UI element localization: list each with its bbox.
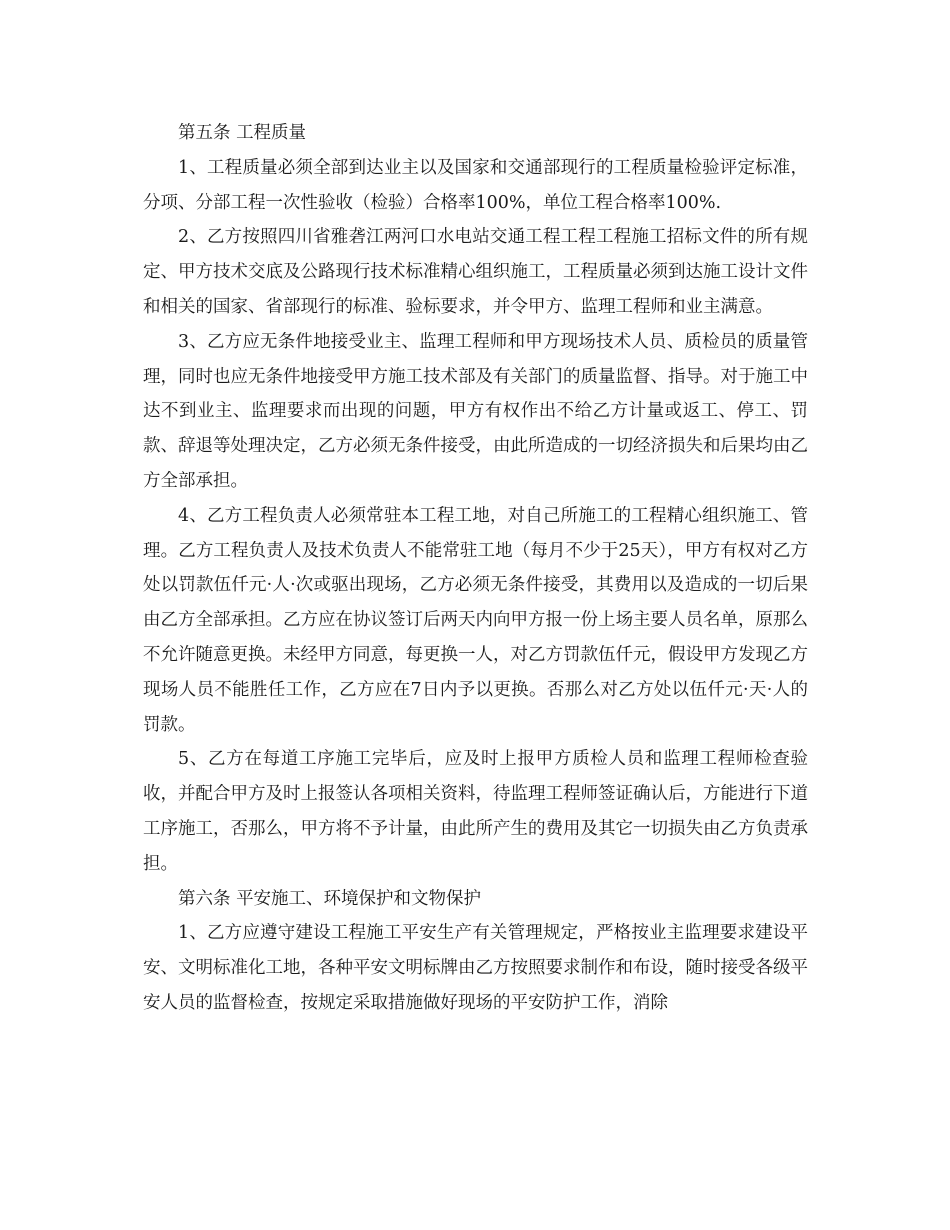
article-5-clause-1: 1、工程质量必须全部到达业主以及国家和交通部现行的工程质量检验评定标准，分项、分部工程一次性验收（检验）合格率100%，单位工程合格率100%. (143, 157, 808, 213)
article-5-clause-2: 2、乙方按照四川省雅砻江两河口水电站交通工程工程工程施工招标文件的所有规定、甲方技术交底及公路现行技术标准精心组织施工，工程质量必须到达施工设计文件和相关的国家、省部现行的标准、验标要求，并令甲方、监理工程师和业主满意。 (143, 227, 808, 317)
article-6-heading: 第六条 平安施工、环境保护和文物保护 (178, 888, 482, 909)
article-5-clause-3: 3、乙方应无条件地接受业主、监理工程师和甲方现场技术人员、质检员的质量管理，同时也应无条件地接受甲方施工技术部及有关部门的质量监督、指导。对于施工中达不到业主、监理要求而出现的问题，甲方有权作出不给乙方计量或返工、停工、罚款、辞退等处理决定，乙方必须无条件接受，由此所造成的一切经济损失和后果均由乙方全部承担。 (143, 331, 808, 491)
article-5-clause-4: 4、乙方工程负责人必须常驻本工程工地，对自己所施工的工程精心组织施工、管理。乙方工程负责人及技术负责人不能常驻工地（每月不少于25天），甲方有权对乙方处以罚款伍仟元·人·次或驱出现场，乙方必须无条件接受，其费用以及造成的一切后果由乙方全部承担。乙方应在协议签订后两天内向甲方报一份上场主要人员名单，原那么不允许随意更换。未经甲方同意，每更换一人，对乙方罚款伍仟元，假设甲方发现乙方现场人员不能胜任工作，乙方应在7日内予以更换。否那么对乙方处以伍仟元·天·人的罚款。 (143, 505, 808, 735)
article-5-heading: 第五条 工程质量 (178, 123, 307, 143)
document-body (143, 116, 808, 1021)
article-5-clause-5: 5、乙方在每道工序施工完毕后，应及时上报甲方质检人员和监理工程师检查验收，并配合甲方及时上报签认各项相关资料，待监理工程师签证确认后，方能进行下道工序施工，否那么，甲方将不予计量，由此所产生的费用及其它一切损失由乙方负责承担。 (143, 749, 808, 874)
article-6-clause-1: 1、乙方应遵守建设工程施工平安生产有关管理规定，严格按业主监理要求建设平安、文明标准化工地，各种平安文明标牌由乙方按照要求制作和布设，随时接受各级平安人员的监督检查，按规定采取措施做好现场的平安防护工作，消除 (143, 923, 808, 1013)
